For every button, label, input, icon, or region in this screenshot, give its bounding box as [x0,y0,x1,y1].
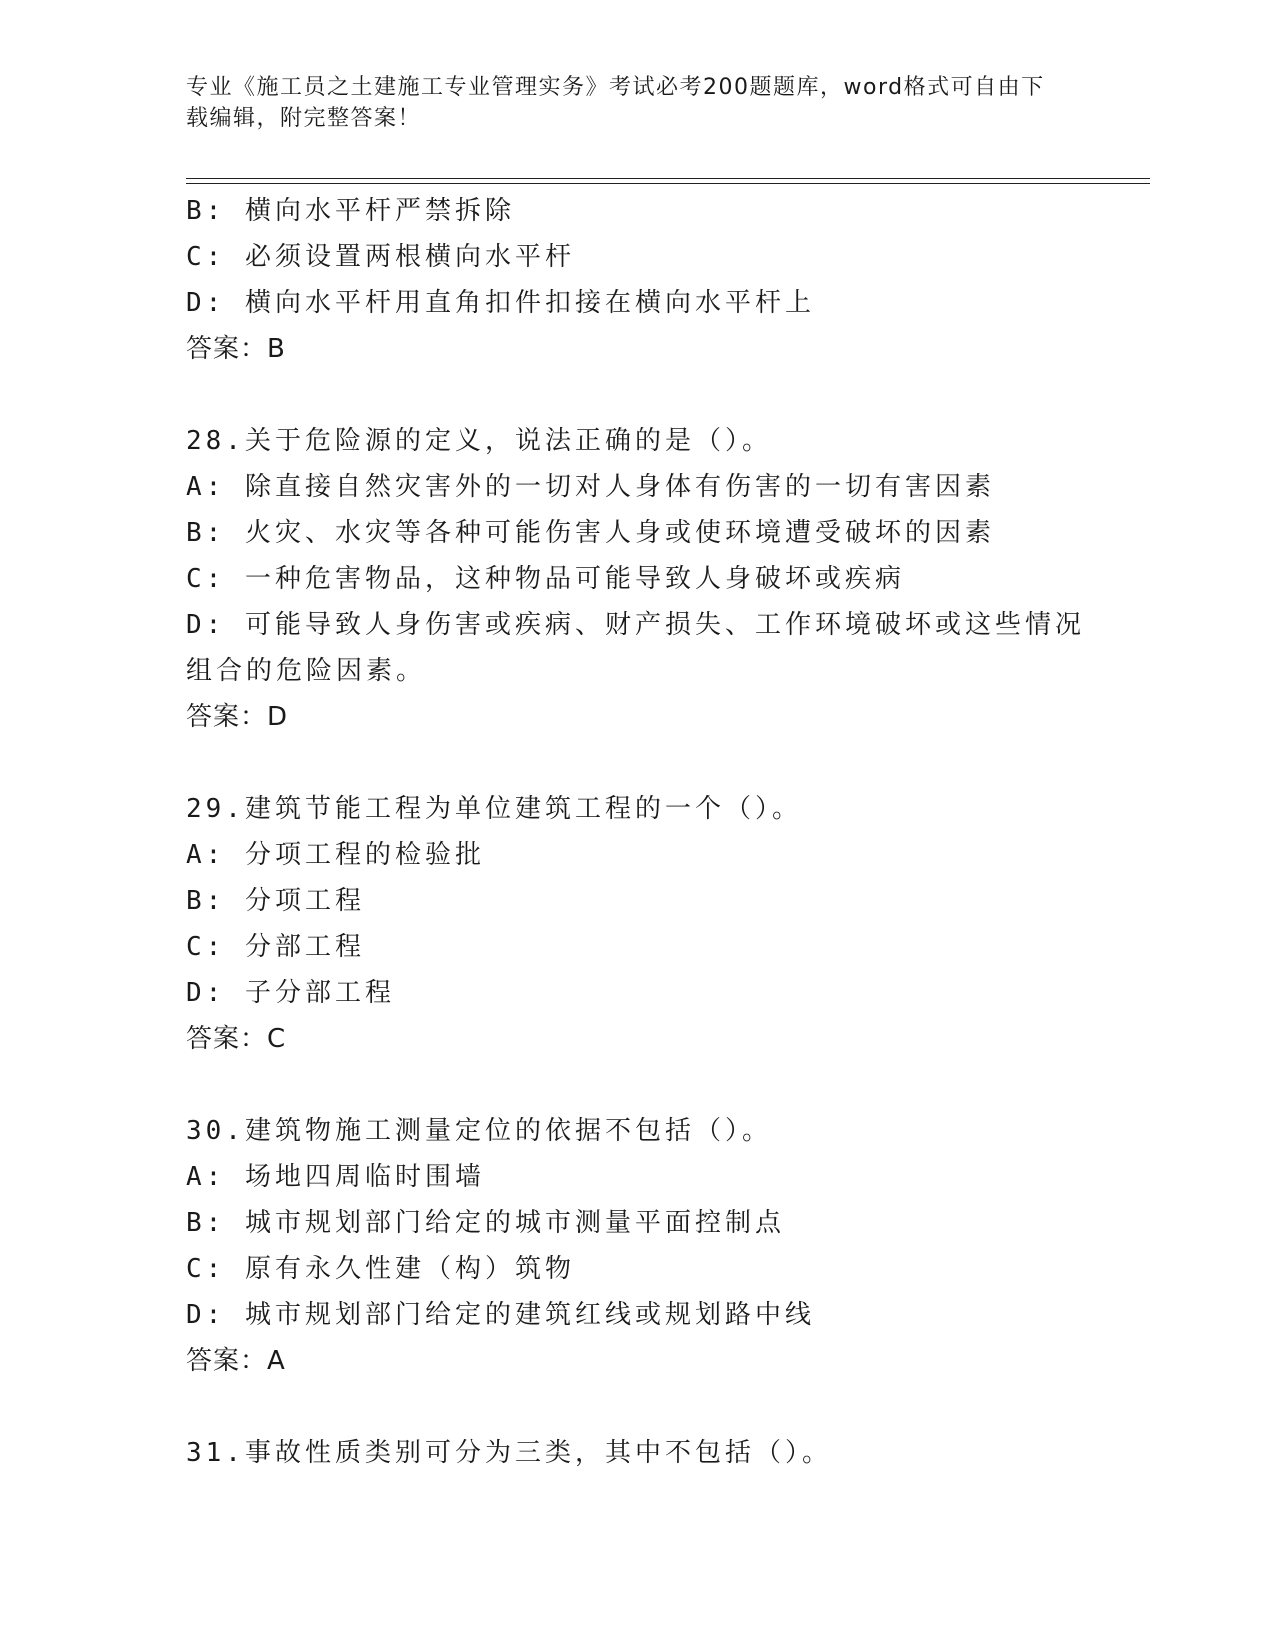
question-block-28 [186,418,1086,740]
option-b: B: 城市规划部门给定的城市测量平面控制点 [186,1208,785,1238]
option-d: D: 可能导致人身伤害或疾病、财产损失、工作环境破坏或这些情况组合的危险因素。 [186,610,1085,686]
answer-line: 答案：B [186,334,286,364]
question-stem: 28.关于危险源的定义，说法正确的是（）。 [186,426,772,456]
option-c: C: 分部工程 [186,932,365,962]
option-c: C: 必须设置两根横向水平杆 [186,242,575,272]
option-d: D: 横向水平杆用直角扣件扣接在横向水平杆上 [186,288,815,318]
question-block-30 [186,1108,1086,1384]
question-content [186,188,1086,1476]
question-stem: 29.建筑节能工程为单位建筑工程的一个（）。 [186,794,802,824]
option-a: A: 分项工程的检验批 [186,840,485,870]
option-d: D: 子分部工程 [186,978,395,1008]
option-b: B: 分项工程 [186,886,365,916]
option-d: D: 城市规划部门给定的建筑红线或规划路中线 [186,1300,815,1330]
document-header: 专业《施工员之土建施工专业管理实务》考试必考200题题库，word格式可自由下载编辑，附完整答案！ [186,75,1045,131]
question-block-31 [186,1430,1086,1476]
option-a: A: 除直接自然灾害外的一切对人身体有伤害的一切有害因素 [186,472,995,502]
header-rule-bottom [186,183,1150,184]
header-rule-top [186,178,1150,179]
spacer [186,372,1086,418]
spacer [186,1062,1086,1108]
option-c: C: 一种危害物品，这种物品可能导致人身破坏或疾病 [186,564,905,594]
option-b: B: 火灾、水灾等各种可能伤害人身或使环境遭受破坏的因素 [186,518,995,548]
question-block-29 [186,786,1086,1062]
answer-line: 答案：D [186,702,289,732]
spacer [186,1384,1086,1430]
question-stem: 30.建筑物施工测量定位的依据不包括（）。 [186,1116,772,1146]
answer-line: 答案：A [186,1346,286,1376]
option-c: C: 原有永久性建（构）筑物 [186,1254,575,1284]
carryover-block [186,188,1086,372]
option-b: B: 横向水平杆严禁拆除 [186,196,515,226]
answer-line: 答案：C [186,1024,287,1054]
question-stem: 31.事故性质类别可分为三类，其中不包括（）。 [186,1438,832,1468]
spacer [186,740,1086,786]
option-a: A: 场地四周临时围墙 [186,1162,485,1192]
